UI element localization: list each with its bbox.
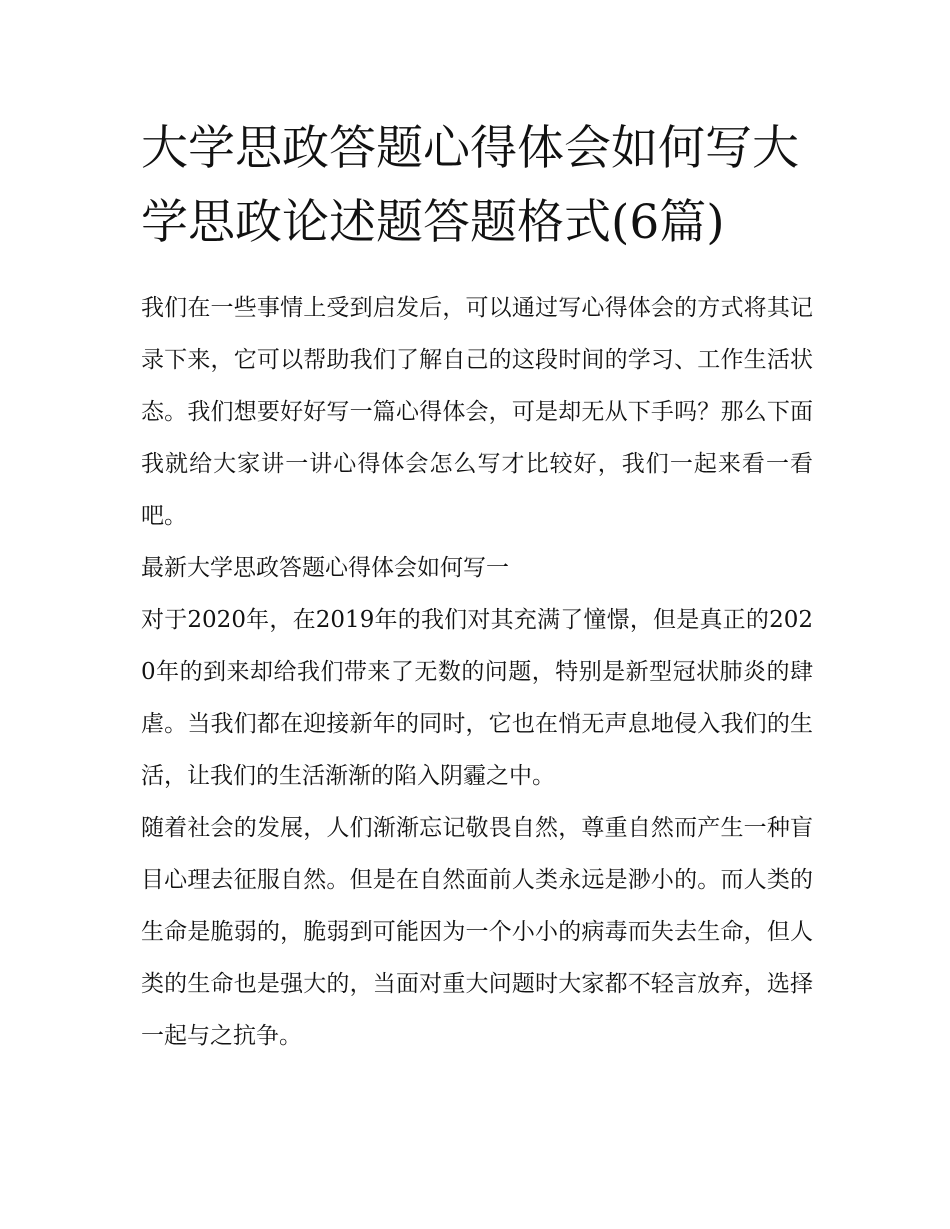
body-paragraph: 随着社会的发展，人们渐渐忘记敬畏自然，尊重自然而产生一种盲目心理去征服自然。但是在自然面前人类永远是渺小的。而人类的生命是脆弱的，脆弱到可能因为一个小小的病毒而失去生命，但人类的生命也是强大的，当面对重大问题时大家都不轻言放弃，选择一起与之抗争。 [141,815,813,1049]
document-body [141,282,813,1062]
intro-paragraph: 我们在一些事情上受到启发后，可以通过写心得体会的方式将其记录下来，它可以帮助我们了解自己的这段时间的学习、工作生活状态。我们想要好好写一篇心得体会，可是却无从下手吗？那么下面我就给大家讲一讲心得体会怎么写才比较好，我们一起来看一看吧。 [141,295,813,529]
document-title: 大学思政答题心得体会如何写大学思政论述题答题格式(6篇) [141,121,799,250]
document-page [141,112,813,1062]
section-heading: 最新大学思政答题心得体会如何写一 [141,555,509,581]
body-paragraph: 对于2020年，在2019年的我们对其充满了憧憬，但是真正的2020年的到来却给我们带来了无数的问题，特别是新型冠状肺炎的肆虐。当我们都在迎接新年的同时，它也在悄无声息地侵入我们的生活，让我们的生活渐渐的陷入阴霾之中。 [141,607,813,789]
